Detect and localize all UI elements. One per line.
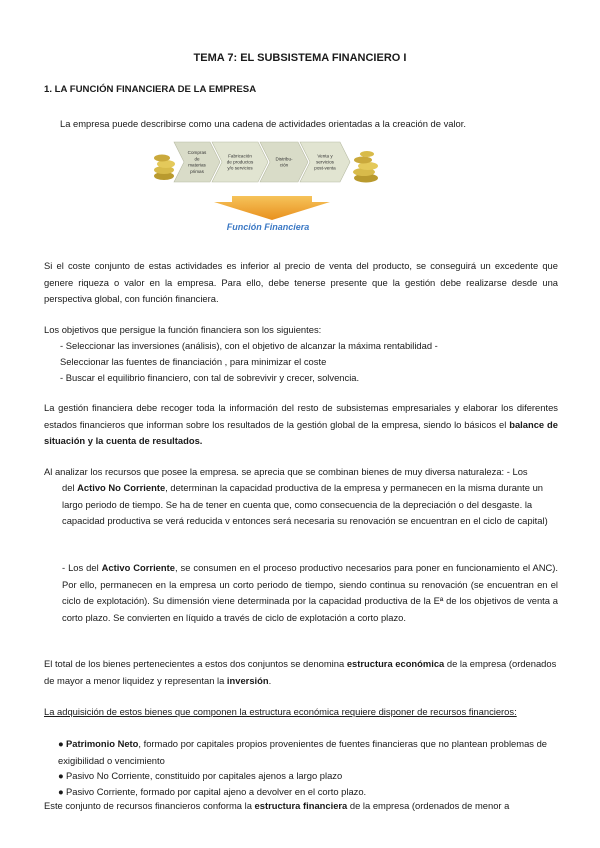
page-title: TEMA 7: EL SUBSISTEMA FINANCIERO I (193, 52, 407, 64)
chain-stage-label: de productos (226, 159, 254, 165)
paragraph-financial-management: La gestión financiera debe recoger toda la información del resto de subsistemas empresariales y elaborar los diferentes estados financieros que informan sobre los resultados de la gestión global de la empresa, siendo lo básicos el balance de situación y la cuenta de resultados. (44, 402, 559, 446)
objective-item-2: Seleccionar las fuentes de financiación , para minimizar el coste (60, 356, 327, 367)
chain-stage-label: ción (279, 162, 289, 168)
chain-stage-label: primas (190, 168, 204, 174)
chain-stage-label: Fabricación (228, 153, 252, 159)
chain-stage-label: servicios (316, 159, 334, 165)
section-heading: 1. LA FUNCIÓN FINANCIERA DE LA EMPRESA (44, 84, 257, 95)
paragraph-resources: Al analizar los recursos que posee la empresa. se aprecia que se combinan bienes de muy diversa naturaleza: - Los (44, 466, 528, 477)
chain-stage-label: post-venta (314, 165, 336, 171)
objective-item-3: - Buscar el equilibrio financiero, con tal de sobrevivir y crecer, solvencia. (60, 372, 360, 383)
current-assets-text: - Los del Activo Corriente, se consumen en el proceso productivo necesarios para poner en funcionamiento el ANC). Por ello, permanecen en la empresa un corto periodo de tiempo, siendo continua su renovación (se encuentran en el ciclo de explotación). Su dimensión viene determinada por la capacidad productiva de la Eª de los objetivos de venta a corto plazo. Se convierten en líquido a través de ciclo de explotación a corto plazo. (62, 562, 558, 623)
down-arrow-icon (212, 196, 332, 240)
intro-paragraph: La empresa puede describirse como una cadena de actividades orientadas a la creación de valor. (60, 118, 466, 129)
chain-stage-label: Venta y (317, 153, 333, 159)
list-item-current-liabilities: ● Pasivo Corriente, formado por capital ajeno a devolver en el corto plazo. (58, 786, 367, 797)
financial-structure-term: estructura financiera (254, 800, 348, 811)
objective-item-1: - Seleccionar las inversiones (análisis), con el objetivo de alcanzar la máxima rentabilidad - (60, 340, 438, 351)
coins-left-icon (154, 155, 175, 181)
paragraph-financial-resources: La adquisición de estos bienes que componen la estructura económica requiere disponer de recursos financieros: (44, 706, 517, 717)
non-current-assets-term: Activo No Corriente (77, 482, 166, 493)
chain-stage-label: Distribu- (275, 156, 293, 162)
chain-stage-label: de (194, 156, 200, 162)
objectives-intro: Los objetivos que persigue la función financiera son los siguientes: (44, 324, 322, 335)
coins-right-icon (353, 151, 378, 183)
chain-stage-label: materias (188, 162, 206, 168)
list-item-non-current-liabilities: ● Pasivo No Corriente, constituido por capitales ajenos a largo plazo (58, 770, 343, 781)
balance-highlight: balance de situación y la cuenta de resultados. (44, 418, 559, 446)
paragraph-economic-structure: El total de los bienes pertenecientes a estos dos conjuntos se denomina estructura económica de la empresa (ordenados de mayor a menor liquidez y representan la inversión. (44, 658, 557, 686)
paragraph-financial-structure: Este conjunto de recursos financieros conforma la estructura financiera de la empresa (ordenados de menor a (44, 800, 510, 811)
economic-structure-term: estructura económica (346, 658, 445, 669)
chain-stage-label: y/o servicios (227, 165, 253, 171)
current-assets-term: Activo Corriente (101, 562, 175, 573)
paragraph-value: Si el coste conjunto de estas actividades es inferior al precio de venta del producto, se conseguirá un excedente que genere riqueza o valor en la empresa. Para ello, debe tenerse presente que la gestión debe realizarse desde una perspectiva global, con función financiera. (44, 260, 558, 304)
list-item-equity: ● Patrimonio Neto, formado por capitales propios provenientes de fuentes financieras que no plantean problemas de exigibilidad o vencimiento (58, 738, 548, 766)
financial-function-label: Función Financiera (226, 222, 310, 232)
investment-term: inversión (226, 674, 269, 686)
value-chain-diagram (152, 136, 382, 188)
chain-stage-label: Compras (187, 150, 207, 156)
equity-term: Patrimonio Neto (66, 738, 139, 749)
non-current-assets-text: del Activo No Corriente, determinan la capacidad productiva de la empresa y permanecen en la misma durante un largo periodo de tiempo. Se ha de tener en cuenta que, como consecuencia de la depreciación o del desgaste. la capacidad productiva se verá reducida v entonces será necesaria su renovación se encuentran en el ciclo de capital) (62, 482, 548, 526)
